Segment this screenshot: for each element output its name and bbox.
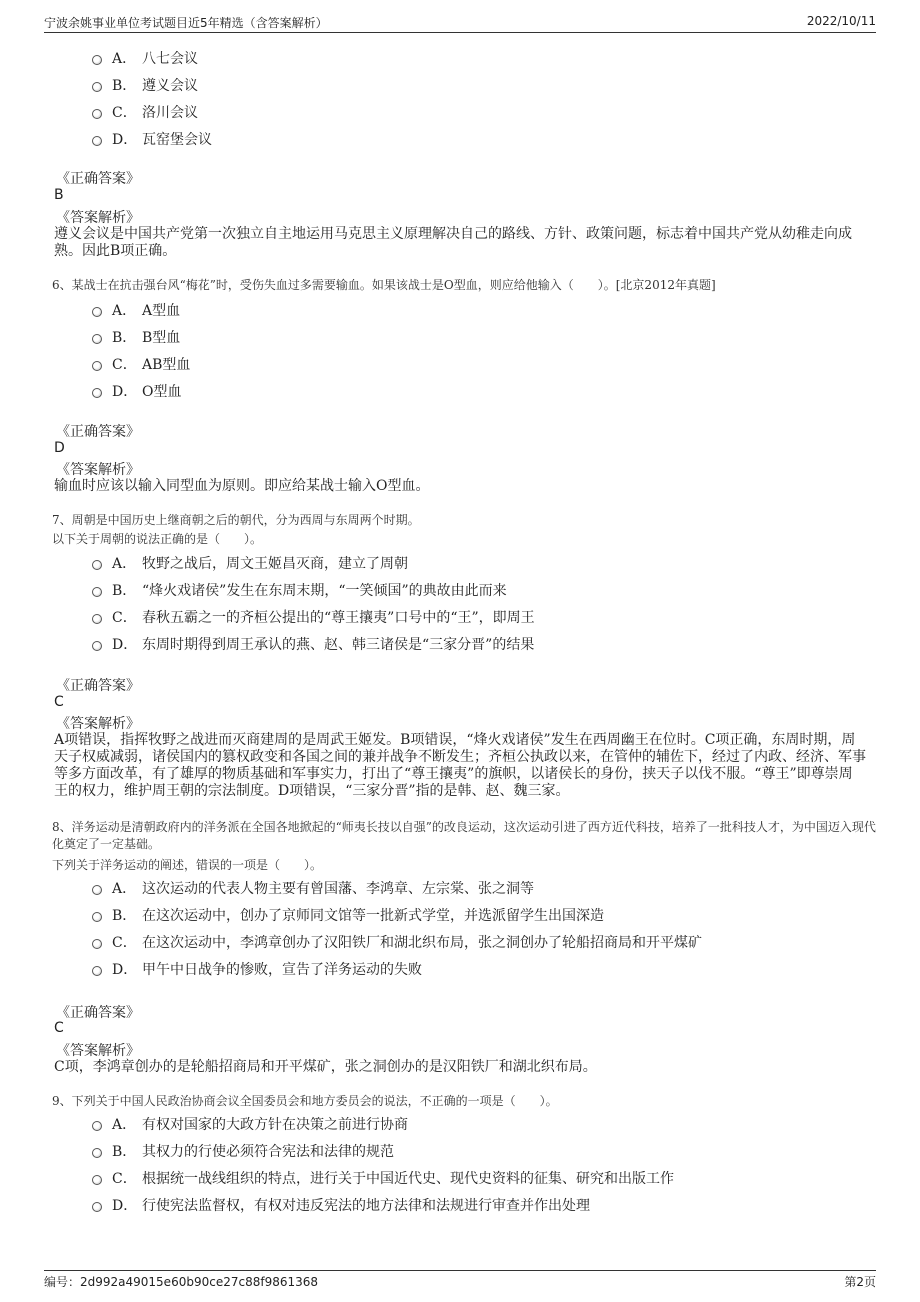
radio-icon[interactable] — [92, 55, 102, 65]
document-date: 2022/10/11 — [806, 14, 876, 28]
option-b[interactable]: B． 在这次运动中，创办了京师同文馆等一批新式学堂，并选派留学生出国深造 — [92, 901, 702, 928]
radio-icon[interactable] — [92, 587, 102, 597]
option-a[interactable]: A． 这次运动的代表人物主要有曾国藩、李鸿章、左宗棠、张之洞等 — [92, 874, 702, 901]
answer-label: 《正确答案》 — [56, 678, 140, 694]
radio-icon[interactable] — [92, 1202, 102, 1212]
answer-label: 《正确答案》 — [56, 171, 140, 187]
radio-icon[interactable] — [92, 939, 102, 949]
explanation-text: 遵义会议是中国共产党第一次独立自主地运用马克思主义原理解决自己的路线、方针、政策问题，标志着中国共产党从幼稚走向成熟。因此B项正确。 — [54, 226, 852, 259]
explanation-label: 《答案解析》 — [56, 1043, 140, 1059]
radio-icon[interactable] — [92, 912, 102, 922]
radio-icon[interactable] — [92, 641, 102, 651]
option-d[interactable]: D． 瓦窑堡会议 — [92, 125, 212, 152]
explanation-label: 《答案解析》 — [56, 716, 140, 732]
document-code: 编号：2d992a49015e60b90ce27c88f9861368 — [44, 1275, 319, 1289]
q5-options — [92, 44, 212, 152]
document-title: 宁波余姚事业单位考试题目近5年精选（含答案解析） — [44, 16, 328, 30]
radio-icon[interactable] — [92, 614, 102, 624]
q6-options — [92, 296, 190, 404]
q7-options — [92, 549, 535, 657]
radio-icon[interactable] — [92, 560, 102, 570]
page-number: 第2页 — [844, 1275, 876, 1289]
option-a[interactable]: A． 有权对国家的大政方针在决策之前进行协商 — [92, 1110, 674, 1137]
explanation-text: A项错误，指挥牧野之战进而灭商建周的是周武王姬发。B项错误，“烽火戏诸侯”发生在西周幽王在位时。C项正确，东周时期，周天子权威减弱，诸侯国内的篡权政变和各国之间的兼并战争不断发生；齐桓公执政以来，在管仲的辅佐下，经过了内政、经济、军事等多方面改革，有了雄厚的物质基础和军事实力，打出了“尊王攘夷”的旗帜，以诸侯长的身份，挟天子以伐不服。“尊王”即尊崇周王的权力，维护周王朝的宗法制度。D项错误，“三家分晋”指的是韩、赵、魏三家。 — [54, 732, 866, 799]
question-9: 9、下列关于中国人民政治协商会议全国委员会和地方委员会的说法，不正确的一项是（ ）。 — [52, 1094, 558, 1108]
answer-label: 《正确答案》 — [56, 1005, 140, 1021]
explanation-label: 《答案解析》 — [56, 210, 140, 226]
answer-value: D — [54, 440, 65, 456]
option-d[interactable]: D． 东周时期得到周王承认的燕、赵、韩三诸侯是“三家分晋”的结果 — [92, 630, 535, 657]
radio-icon[interactable] — [92, 885, 102, 895]
answer-label: 《正确答案》 — [56, 424, 140, 440]
option-c[interactable]: C． 在这次运动中，李鸿章创办了汉阳铁厂和湖北织布局，张之洞创办了轮船招商局和开平煤矿 — [92, 928, 702, 955]
answer-value: C — [54, 1020, 64, 1036]
option-d[interactable]: D． 行使宪法监督权，有权对违反宪法的地方法律和法规进行审查并作出处理 — [92, 1191, 674, 1218]
radio-icon[interactable] — [92, 1148, 102, 1158]
option-c[interactable]: C． 春秋五霸之一的齐桓公提出的“尊王攘夷”口号中的“王”，即周王 — [92, 603, 535, 630]
option-c[interactable]: C． 根据统一战线组织的特点，进行关于中国近代史、现代史资料的征集、研究和出版工作 — [92, 1164, 674, 1191]
option-a[interactable]: A． A型血 — [92, 296, 190, 323]
answer-value: B — [54, 187, 64, 203]
radio-icon[interactable] — [92, 1121, 102, 1131]
question-6: 6、某战士在抗击强台风“梅花”时，受伤失血过多需要输血。如果该战士是O型血，则应给他输入（ ）。[北京2012年真题] — [52, 278, 716, 292]
answer-value: C — [54, 694, 64, 710]
radio-icon[interactable] — [92, 361, 102, 371]
radio-icon[interactable] — [92, 136, 102, 146]
radio-icon[interactable] — [92, 1175, 102, 1185]
option-a[interactable]: A． 牧野之战后，周文王姬昌灭商，建立了周朝 — [92, 549, 535, 576]
option-b[interactable]: B． B型血 — [92, 323, 190, 350]
page-footer — [44, 1270, 876, 1291]
question-7-prompt: 以下关于周朝的说法正确的是（ ）。 — [52, 532, 263, 546]
question-8-prompt: 下列关于洋务运动的阐述，错误的一项是（ ）。 — [52, 858, 323, 872]
explanation-label: 《答案解析》 — [56, 462, 140, 478]
radio-icon[interactable] — [92, 334, 102, 344]
question-8: 8、洋务运动是清朝政府内的洋务派在全国各地掀起的“师夷长技以自强”的改良运动，这次运动引进了西方近代科技，培养了一批科技人才，为中国迈入现代化奠定了一定基础。 — [52, 820, 876, 851]
radio-icon[interactable] — [92, 966, 102, 976]
radio-icon[interactable] — [92, 388, 102, 398]
question-7: 7、周朝是中国历史上继商朝之后的朝代，分为西周与东周两个时期。 — [52, 513, 420, 527]
option-b[interactable]: B． 遵义会议 — [92, 71, 212, 98]
explanation-text: 输血时应该以输入同型血为原则。即应给某战士输入O型血。 — [54, 478, 430, 494]
q8-options — [92, 874, 702, 982]
option-a[interactable]: A． 八七会议 — [92, 44, 212, 71]
radio-icon[interactable] — [92, 109, 102, 119]
option-c[interactable]: C． 洛川会议 — [92, 98, 212, 125]
explanation-text: C项，李鸿章创办的是轮船招商局和开平煤矿，张之洞创办的是汉阳铁厂和湖北织布局。 — [54, 1059, 597, 1075]
q9-options — [92, 1110, 674, 1218]
option-d[interactable]: D． O型血 — [92, 377, 190, 404]
option-d[interactable]: D． 甲午中日战争的惨败，宣告了洋务运动的失败 — [92, 955, 702, 982]
radio-icon[interactable] — [92, 307, 102, 317]
option-b[interactable]: B． “烽火戏诸侯”发生在东周末期，“一笑倾国”的典故由此而来 — [92, 576, 535, 603]
option-c[interactable]: C． AB型血 — [92, 350, 190, 377]
option-b[interactable]: B． 其权力的行使必须符合宪法和法律的规范 — [92, 1137, 674, 1164]
radio-icon[interactable] — [92, 82, 102, 92]
